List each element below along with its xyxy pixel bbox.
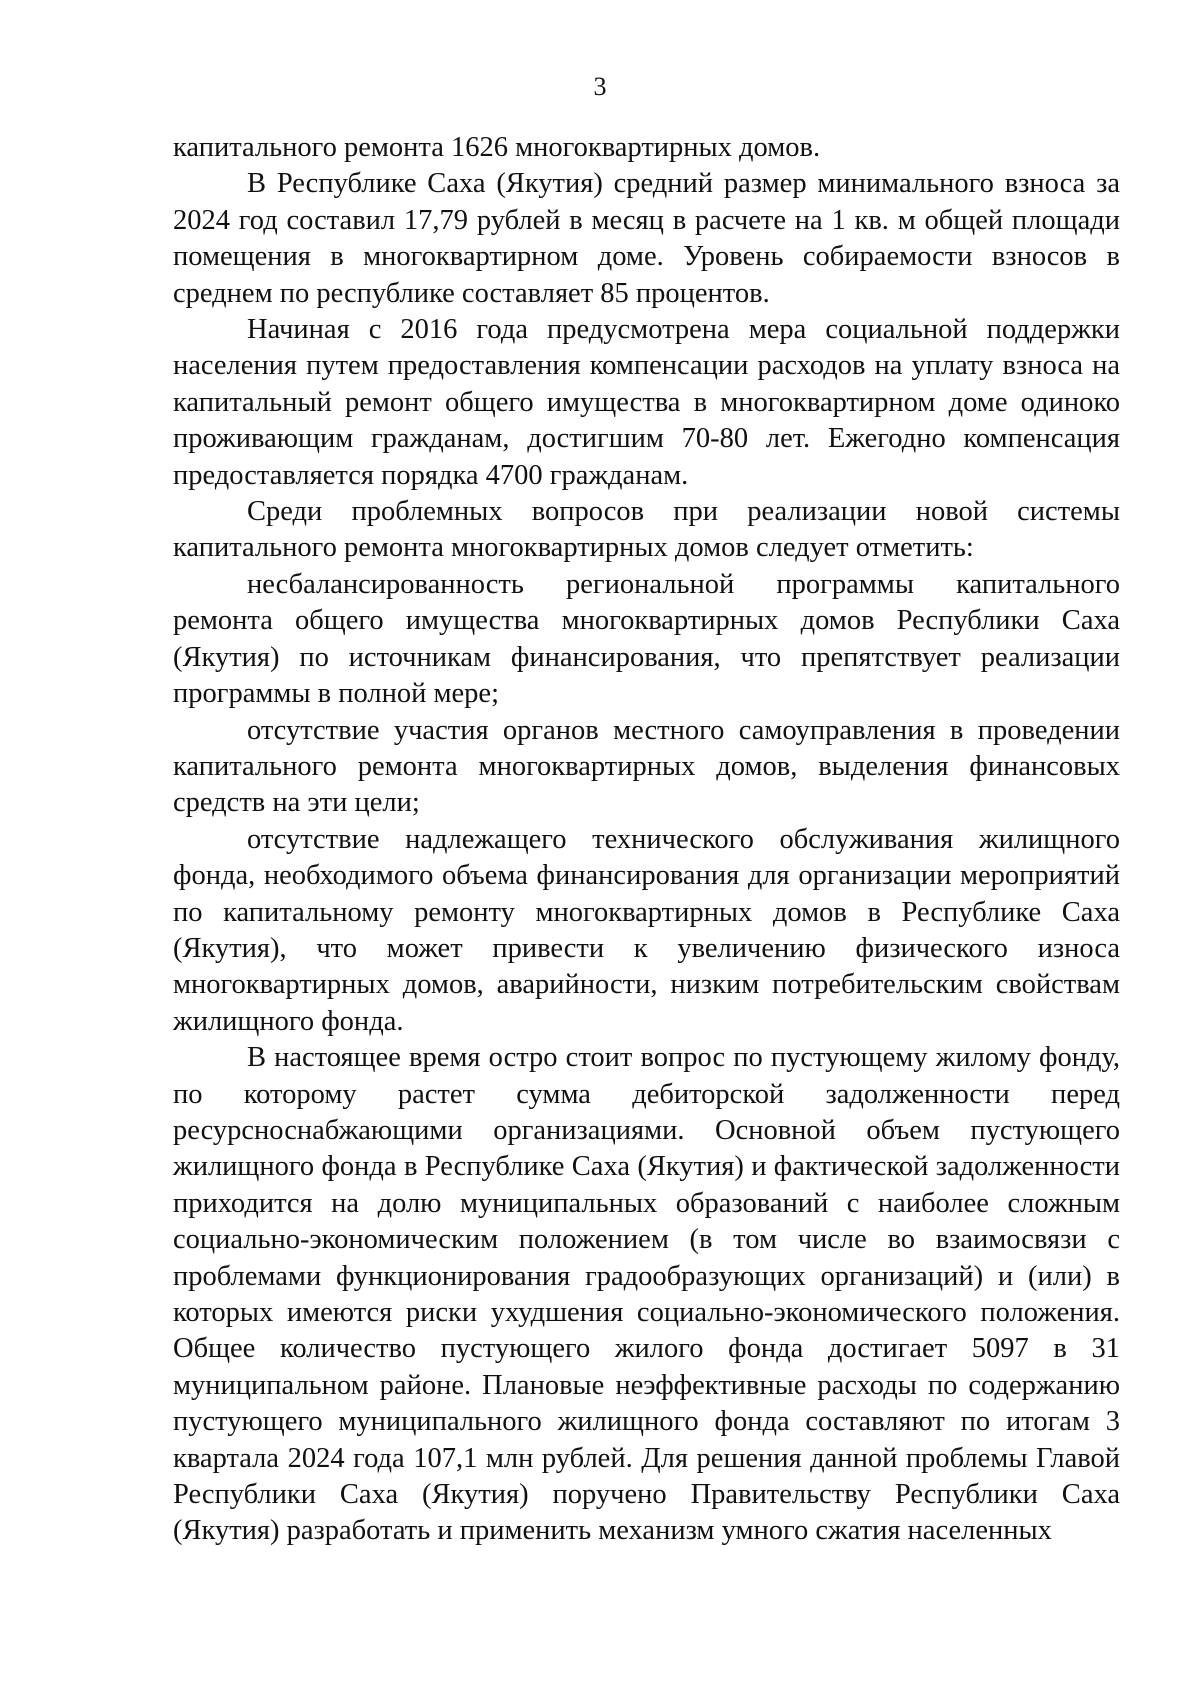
paragraph-continuation: капитального ремонта 1626 многоквартирных домов. bbox=[173, 132, 821, 163]
paragraph-problem-imbalance: несбалансированность региональной программы капитального ремонта общего имущества многоквартирных домов Республики Саха (Якутия) по источникам финансирования, что препятствует реализации программы в полной мере; bbox=[173, 568, 1120, 710]
paragraph-social-support: Начиная с 2016 года предусмотрена мера социальной поддержки населения путем предоставления компенсации расходов на уплату взноса на капитальный ремонт общего имущества в многоквартирном доме одиноко проживающим гражданам, достигшим 70-80 лет. Ежегодно компенсация предоставляется порядка 4700 гражданам. bbox=[173, 314, 1120, 491]
paragraph-vacant-housing: В настоящее время остро стоит вопрос по пустующему жилому фонду, по которому растет сумма дебиторской задолженности перед ресурсноснабжающими организациями. Основной объем пустующего жилищного фонда в Республике Саха (Якутия) и фактической задолженности приходится на долю муниципальных образований с наиболее сложным социально-экономическим положением (в том числе во взаимосвязи с проблемами функционирования градообразующих организаций) и (или) в которых имеются риски ухудшения социально-экономического положения. Общее количество пустующего жилого фонда достигает 5097 в 31 муниципальном районе. Плановые неэффективные расходы по содержанию пустующего муниципального жилищного фонда составляют по итогам 3 квартала 2024 года 107,1 млн рублей. Для решения данной проблемы Главой Республики Саха (Якутия) поручено Правительству Республики Саха (Якутия) разработать и применить механизм умного сжатия населенных bbox=[173, 1042, 1120, 1547]
document-body bbox=[173, 130, 1120, 1550]
paragraph-contribution-size: В Республике Саха (Якутия) средний размер минимального взноса за 2024 год составил 17,79 рублей в месяц в расчете на 1 кв. м общей площади помещения в многоквартирном доме. Уровень собираемости взносов в среднем по республике составляет 85 процентов. bbox=[173, 168, 1120, 309]
page-number: 3 bbox=[593, 72, 607, 101]
paragraph-problem-maintenance: отсутствие надлежащего технического обслуживания жилищного фонда, необходимого объема финансирования для организации мероприятий по капитальному ремонту многоквартирных домов в Республике Саха (Якутия), что может привести к увеличению физического износа многоквартирных домов, аварийности, низким потребительским свойствам жилищного фонда. bbox=[173, 823, 1120, 1037]
paragraph-problems-intro: Среди проблемных вопросов при реализации новой системы капитального ремонта многоквартирных домов следует отметить: bbox=[173, 496, 1120, 564]
paragraph-problem-local-government: отсутствие участия органов местного самоуправления в проведении капитального ремонта многоквартирных домов, выделения финансовых средств на эти цели; bbox=[173, 714, 1120, 819]
